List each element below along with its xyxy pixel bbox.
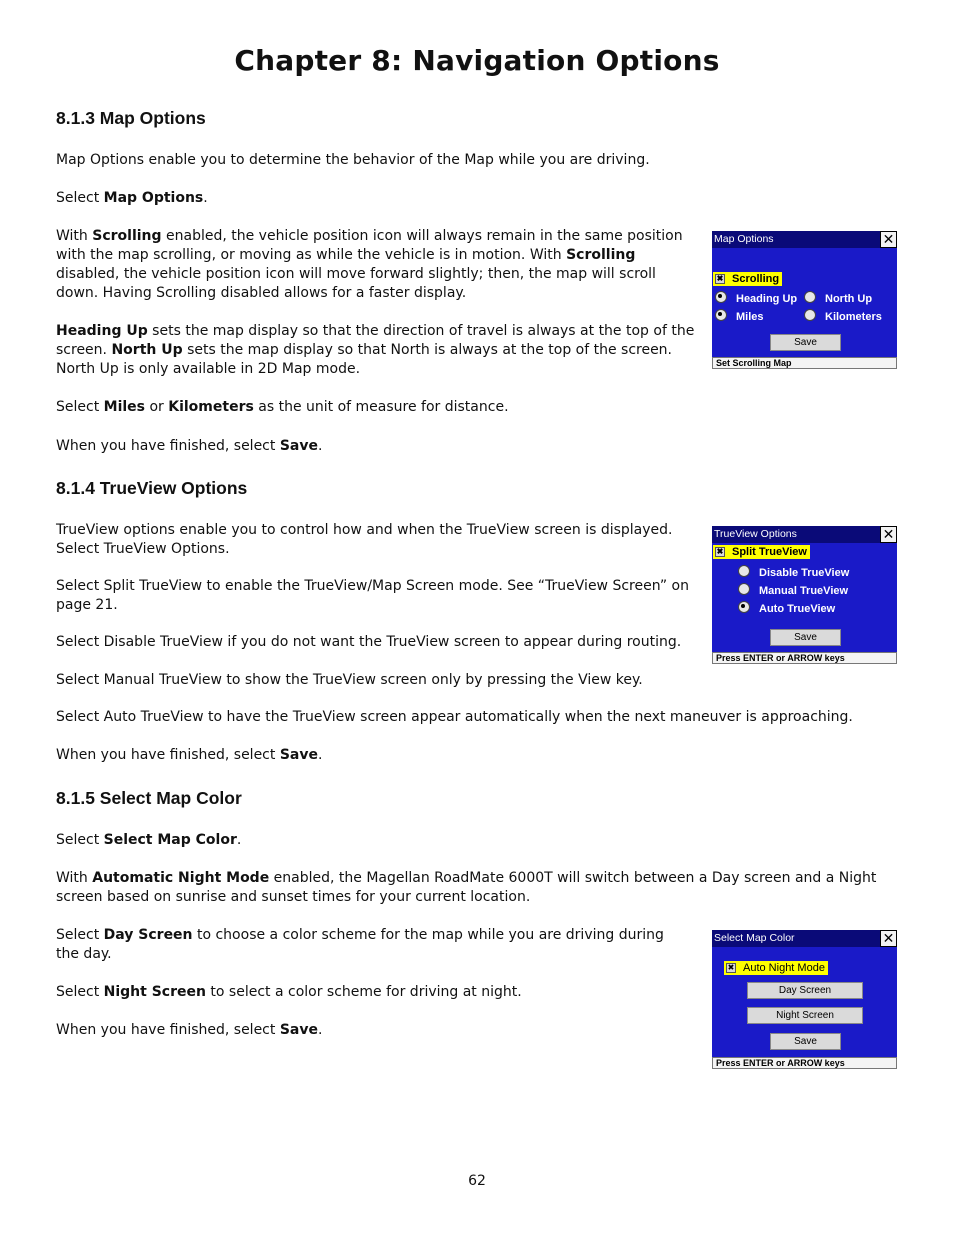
status-bar: Set Scrolling Map bbox=[712, 357, 897, 369]
paragraph: Select Select Map Color. bbox=[56, 832, 242, 848]
day-screen-button[interactable]: Day Screen bbox=[747, 982, 863, 999]
save-button[interactable]: Save bbox=[770, 629, 841, 646]
manual-trueview-radio[interactable]: Manual TrueView bbox=[738, 583, 848, 598]
split-trueview-checkbox[interactable]: ✖ Split TrueView bbox=[713, 545, 810, 559]
paragraph: Select Manual TrueView to show the TrueView screen only by pressing the View key. bbox=[56, 672, 643, 688]
screen-titlebar: Select Map Color bbox=[712, 930, 897, 947]
paragraph: Select Miles or Kilometers as the unit of measure for distance. bbox=[56, 399, 509, 415]
disable-trueview-radio[interactable]: Disable TrueView bbox=[738, 565, 849, 580]
status-bar: Press ENTER or ARROW keys bbox=[712, 1057, 897, 1069]
section-heading-trueview-options: 8.1.4 TrueView Options bbox=[56, 478, 248, 498]
radio-icon bbox=[738, 583, 750, 595]
page-title: Chapter 8: Navigation Options bbox=[234, 44, 720, 77]
auto-trueview-radio[interactable]: Auto TrueView bbox=[738, 601, 835, 616]
close-icon[interactable]: ✕ bbox=[880, 930, 897, 947]
checkbox-icon: ✖ bbox=[727, 963, 735, 972]
screen-titlebar: TrueView Options bbox=[712, 526, 897, 543]
checkbox-icon: ✖ bbox=[716, 547, 724, 556]
paragraph: TrueView options enable you to control how and when the TrueView screen is displayed. Select TrueView Options. bbox=[56, 522, 673, 557]
paragraph: Select Night Screen to select a color scheme for driving at night. bbox=[56, 984, 522, 1000]
paragraph: Select Disable TrueView if you do not want the TrueView screen to appear during routing. bbox=[56, 634, 682, 650]
paragraph: When you have finished, select Save. bbox=[56, 1022, 323, 1038]
paragraph: With Automatic Night Mode enabled, the Magellan RoadMate 6000T will switch between a Day screen and a Night screen based on sunrise and sunset times for your current location. bbox=[56, 870, 877, 905]
paragraph: When you have finished, select Save. bbox=[56, 438, 323, 454]
screen-titlebar: Map Options bbox=[712, 231, 897, 248]
miles-radio[interactable]: Miles bbox=[715, 309, 764, 324]
radio-icon bbox=[804, 291, 816, 303]
checkbox-icon: ✖ bbox=[716, 274, 724, 283]
paragraph: Heading Up sets the map display so that the direction of travel is always at the top of the screen. North Up sets the map display so that North is always at the top of the screen. North Up is only available in 2D Map mode. bbox=[56, 323, 695, 377]
map-options-screen bbox=[712, 231, 897, 369]
auto-night-mode-checkbox[interactable]: ✖ Auto Night Mode bbox=[724, 961, 828, 975]
paragraph: With Scrolling enabled, the vehicle position icon will always remain in the same position with the map scrolling, or moving as while the vehicle is in motion. With Scrolling disabled, the vehicle position icon will move forward slightly; then, the map will scroll down. Having Scrolling disabled allows for a faster display. bbox=[56, 228, 683, 301]
close-icon[interactable]: ✕ bbox=[880, 231, 897, 248]
page-number: 62 bbox=[468, 1173, 486, 1189]
radio-icon bbox=[738, 565, 750, 577]
scrolling-checkbox[interactable]: ✖ Scrolling bbox=[713, 272, 782, 286]
paragraph: Map Options enable you to determine the behavior of the Map while you are driving. bbox=[56, 152, 650, 168]
north-up-radio[interactable]: North Up bbox=[804, 291, 872, 306]
paragraph: Select Auto TrueView to have the TrueView screen appear automatically when the next maneuver is approaching. bbox=[56, 709, 853, 725]
status-bar: Press ENTER or ARROW keys bbox=[712, 652, 897, 664]
radio-selected-icon bbox=[715, 291, 727, 303]
paragraph: Select Split TrueView to enable the TrueView/Map Screen mode. See “TrueView Screen” on page 21. bbox=[56, 578, 689, 613]
save-button[interactable]: Save bbox=[770, 334, 841, 351]
paragraph: Select Day Screen to choose a color scheme for the map while you are driving during the day. bbox=[56, 927, 664, 962]
select-map-color-screen bbox=[712, 930, 897, 1069]
radio-icon bbox=[804, 309, 816, 321]
heading-up-radio[interactable]: Heading Up bbox=[715, 291, 797, 306]
radio-selected-icon bbox=[715, 309, 727, 321]
trueview-options-screen bbox=[712, 526, 897, 664]
night-screen-button[interactable]: Night Screen bbox=[747, 1007, 863, 1024]
close-icon[interactable]: ✕ bbox=[880, 526, 897, 543]
save-button[interactable]: Save bbox=[770, 1033, 841, 1050]
radio-selected-icon bbox=[738, 601, 750, 613]
paragraph: When you have finished, select Save. bbox=[56, 747, 323, 763]
section-heading-select-map-color: 8.1.5 Select Map Color bbox=[56, 788, 242, 808]
paragraph: Select Map Options. bbox=[56, 190, 208, 206]
section-heading-map-options: 8.1.3 Map Options bbox=[56, 108, 206, 128]
kilometers-radio[interactable]: Kilometers bbox=[804, 309, 882, 324]
